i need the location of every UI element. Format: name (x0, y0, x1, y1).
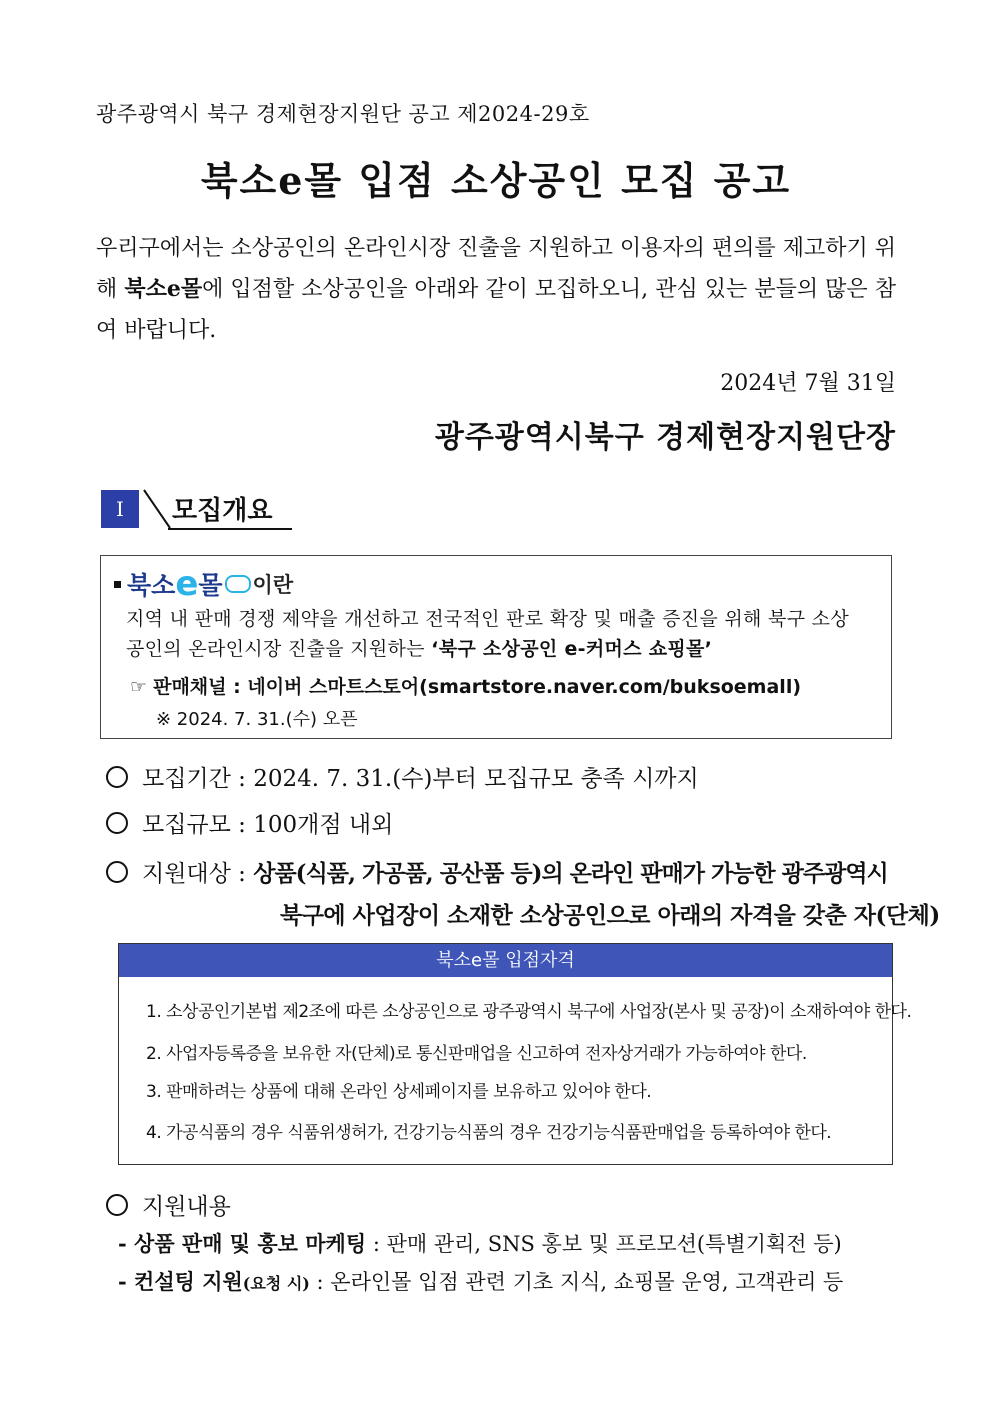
circle-bullet-icon (106, 766, 128, 788)
section-underline (168, 528, 292, 530)
qualification-header: 북소e몰 입점자격 (119, 944, 892, 977)
circle-bullet-icon (106, 812, 128, 834)
recruit-scale (106, 806, 393, 839)
qualification-item: 3. 판매하려는 상품에 대해 온라인 상세페이지를 보유하고 있어야 한다. (146, 1082, 652, 1102)
qualification-item: 4. 가공식품의 경우 식품위생허가, 건강기능식품의 경우 건강기능식품판매업을 등록하여야 한다. (146, 1123, 832, 1143)
sub2-rest: : 온라인몰 입점 관련 기초 지식, 쇼핑몰 운영, 고객관리 등 (309, 1270, 844, 1294)
about-desc-text: 지역 내 판매 경쟁 제약을 개선하고 전국적인 판로 확장 및 매출 증진을 위해 북구 소상공인의 온라인시장 진출을 지원하는 (126, 608, 849, 660)
sub1-bold: - 상품 판매 및 홍보 마케팅 (118, 1231, 367, 1256)
section-title: 모집개요 (172, 496, 273, 526)
period-label: 모집기간 : (142, 766, 246, 792)
notice-number: 광주광역시 북구 경제현장지원단 공고 제2024-29호 (96, 102, 590, 126)
intro-part2: 에 입점할 소상공인을 아래와 같이 모집하오니, 관심 있는 분들의 많은 참여 바랍니다. (96, 277, 896, 343)
logo-text-pre: 북소 (127, 571, 176, 600)
sales-channel (130, 672, 801, 699)
sub2-bold: - 컨설팅 지원 (118, 1269, 243, 1294)
logo-e-mark: e (175, 564, 199, 604)
qualification-item: 1. 소상공인기본법 제2조에 따른 소상공인으로 광주광역시 북구에 사업장(본사 및 공장)이 소재하여야 한다. (146, 1002, 912, 1022)
target-value-line2-text: 북구에 사업장이 소재한 소상공인으로 아래의 자격을 갖춘 자(단체) (280, 902, 940, 929)
scale-value: 100개점 내외 (253, 812, 394, 838)
about-desc-bold: ‘북구 소상공인 e-커머스 쇼핑몰’ (431, 638, 713, 660)
square-bullet-icon (114, 581, 121, 588)
open-note: ※ 2024. 7. 31.(수) 오픈 (156, 709, 358, 730)
sub1-rest: : 판매 관리, SNS 홍보 및 프로모션(특별기획전 등) (366, 1232, 842, 1256)
scale-label: 모집규모 : (142, 812, 246, 838)
section-number-badge: Ⅰ (101, 490, 139, 528)
page-title: 북소e몰 입점 소상공인 모집 공고 (200, 158, 792, 203)
support-content (106, 1188, 231, 1221)
period-value: 2024. 7. 31.(수)부터 모집규모 충족 시까지 (253, 766, 699, 792)
logo-text-post: 몰 (198, 571, 223, 600)
target-value-line1: 상품(식품, 가공품, 공산품 등)의 온라인 판매가 가능한 광주광역시 (253, 860, 888, 887)
logo-suffix: 이란 (252, 573, 294, 597)
support-label: 지원내용 (142, 1194, 231, 1220)
issuer: 광주광역시북구 경제현장지원단장 (434, 420, 896, 455)
cloud-icon (225, 575, 251, 593)
support-consulting (118, 1266, 843, 1296)
circle-bullet-icon (106, 1194, 128, 1216)
about-description (126, 604, 866, 664)
target-label: 지원대상 : (142, 861, 246, 887)
bukso-emall-logo (114, 566, 293, 602)
support-target (106, 855, 888, 888)
channel-url: (smartstore.naver.com/buksoemall) (419, 676, 802, 698)
qualification-item: 2. 사업자등록증을 보유한 자(단체)로 통신판매업을 신고하여 전자상거래가 가능하여야 한다. (146, 1044, 807, 1064)
recruit-period (106, 760, 699, 793)
section-divider-slash (140, 488, 174, 530)
intro-paragraph (96, 228, 896, 351)
target-value-line2 (280, 897, 940, 930)
notice-date: 2024년 7월 31일 (720, 371, 896, 396)
sub2-small: (요청 시) (242, 1274, 310, 1293)
intro-mall-name: 북소e몰 (124, 276, 203, 302)
pointing-hand-icon: ☞ (130, 676, 148, 698)
intro-part1: 우리구에서는 소상공인의 온라인시장 진출을 지원하고 이용자의 편의를 제고하기 위해 (96, 236, 896, 302)
circle-bullet-icon (106, 861, 128, 883)
support-marketing (118, 1228, 842, 1258)
channel-label: 판매채널 : 네이버 스마트스토어 (153, 676, 420, 698)
